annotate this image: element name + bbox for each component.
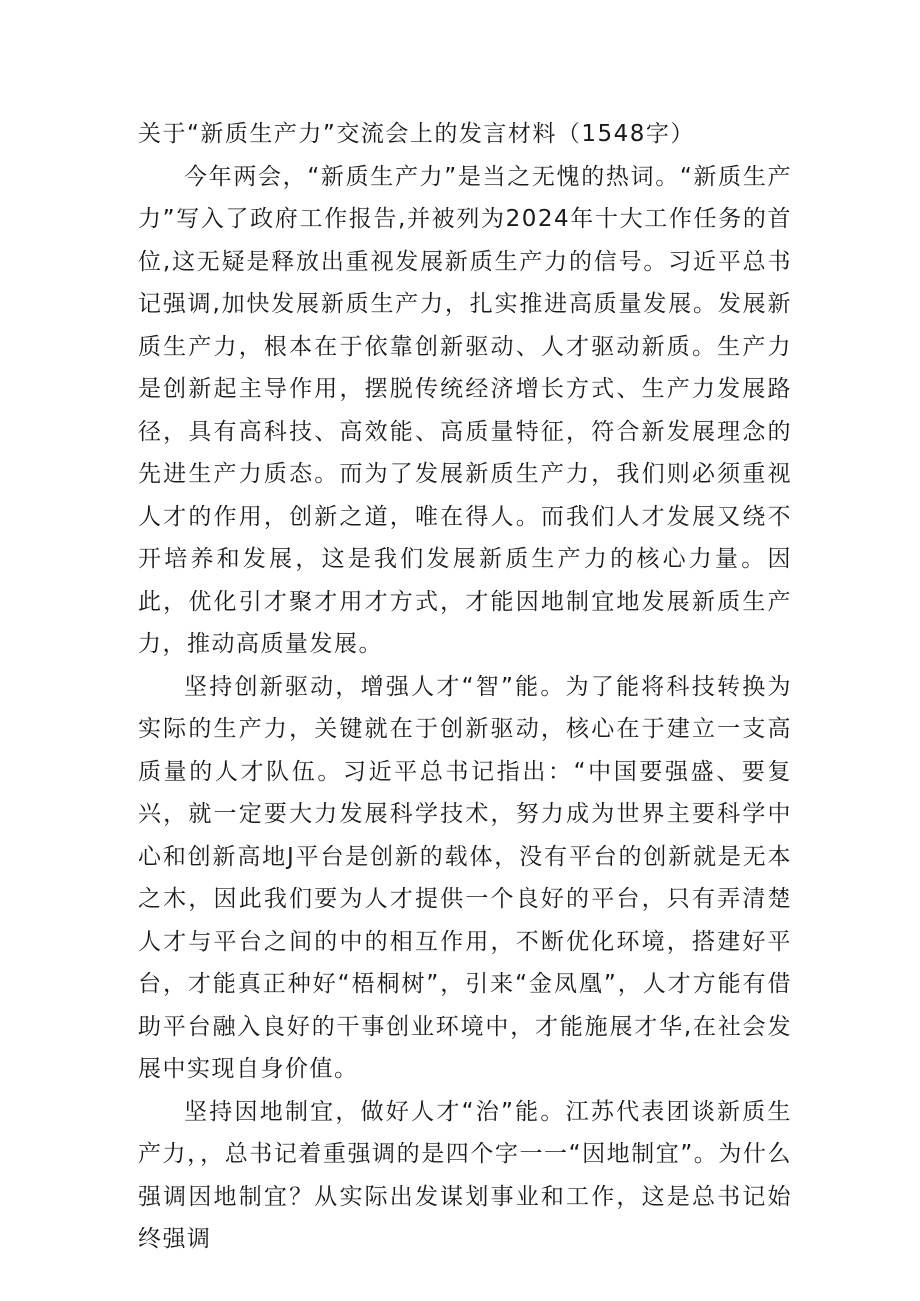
paragraph-innovation: 坚持创新驱动，增强人才“智”能。为了能将科技转换为实际的生产力，关键就在于创新驱动，核心在于建立一支高质量的人才队伍。习近平总书记指出：“中国要强盛、要复兴，就一定要大力发展科学技术，努力成为世界主要科学中心和创新高地J平台是创新的载体，没有平台的创新就是无本之木，因此我们要为人才提供一个良好的平台，只有弄清楚人才与平台之间的中的相互作用，不断优化环境，搭建好平台，才能真正种好“梧桐树”，引来“金凤凰”，人才方能有借助平台融入良好的干事创业环境中，才能施展才华,在社会发展中实现自身价值。 — [138, 673, 792, 1082]
paragraph-local-conditions: 坚持因地制宜，做好人才“治”能。江苏代表团谈新质生产力，，总书记着重强调的是四个字一一“因地制宜”。为什么强调因地制宜？从实际出发谋划事业和工作，这是总书记始终强调 — [138, 1098, 792, 1252]
document-title: 关于“新质生产力”交流会上的发言材料（1548字） — [138, 121, 695, 147]
document-body — [138, 113, 792, 1261]
paragraph-intro: 今年两会，“新质生产力”是当之无愧的热词。“新质生产力”写入了政府工作报告,并被列为2024年十大工作任务的首位,这无疑是释放出重视发展新质生产力的信号。习近平总书记强调,加快发展新质生产力，扎实推进高质量发展。发展新质生产力，根本在于依靠创新驱动、人才驱动新质。生产力是创新起主导作用，摆脱传统经济增长方式、生产力发展路径，具有高科技、高效能、高质量特征，符合新发展理念的先进生产力质态。而为了发展新质生产力，我们则必须重视人才的作用，创新之道，唯在得人。而我们人才发展又绕不开培养和发展，这是我们发展新质生产力的核心力量。因此，优化引才聚才用才方式，才能因地制宜地发展新质生产力，推动高质量发展。 — [138, 163, 792, 657]
